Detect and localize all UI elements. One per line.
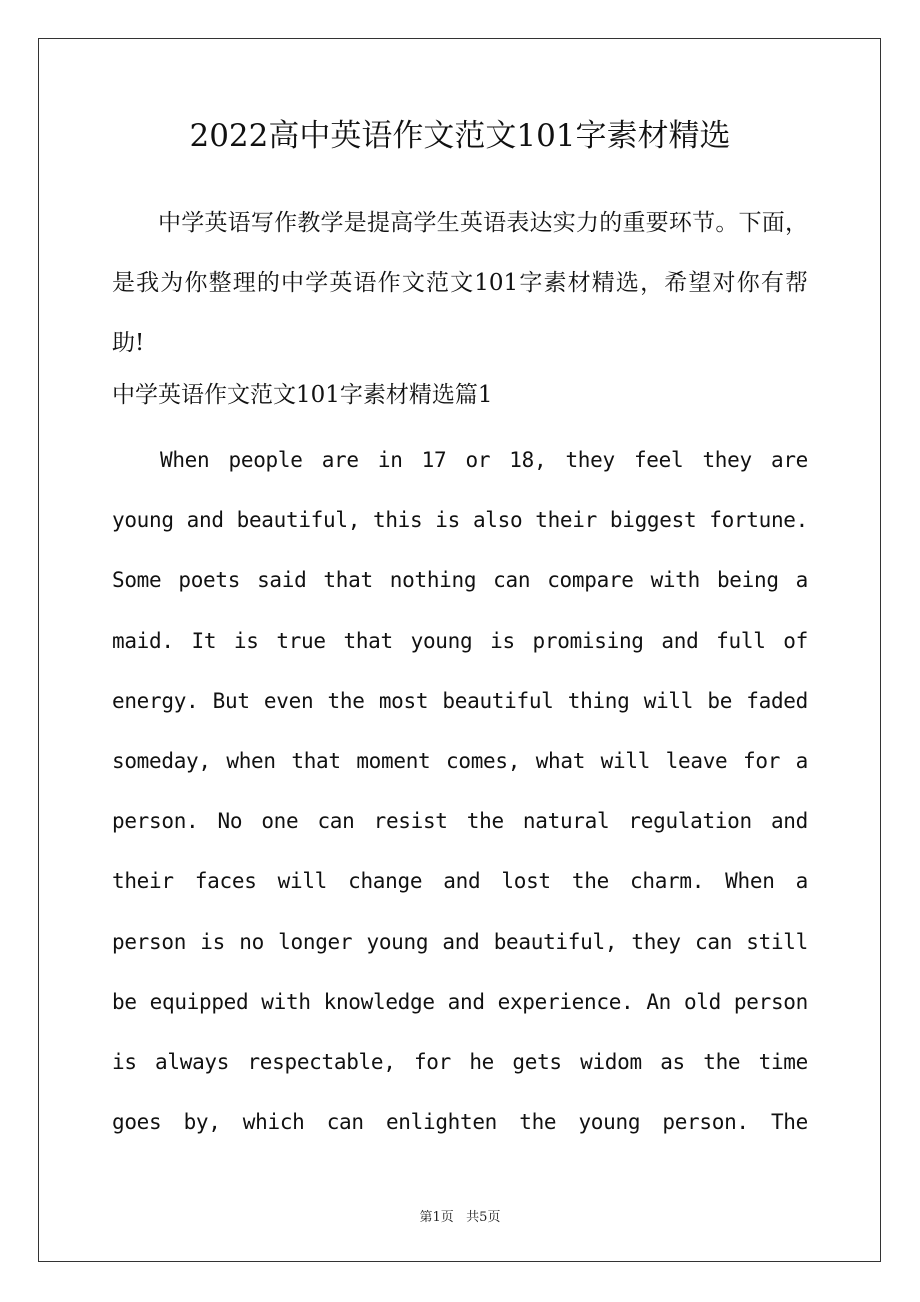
section-heading: 中学英语作文范文101字素材精选篇1 [112,382,493,408]
english-essay-paragraph: When people are in 17 or 18, they feel they are young and beautiful, this is also their biggest fortune. Some poets said that nothing can compare with being a maid. It is true that young is promising and full of energy. But even the most beautiful thing will be faded someday, when that moment comes, what will leave for a person. No one can resist the natural regulation and their faces will change and lost the charm. When a person is no longer young and beautiful, they can still be equipped with knowledge and experience. An old person is always respectable, for he gets widom as the time goes by, which can enlighten the young person. The [112,448,808,1135]
document-title: 2022高中英语作文范文101字素材精选 [189,118,731,154]
intro-paragraph: 中学英语写作教学是提高学生英语表达实力的重要环节。下面，是我为你整理的中学英语作文范文101字素材精选，希望对你有帮助! [112,210,808,356]
page-footer: 第1页 共5页 [419,1210,501,1225]
